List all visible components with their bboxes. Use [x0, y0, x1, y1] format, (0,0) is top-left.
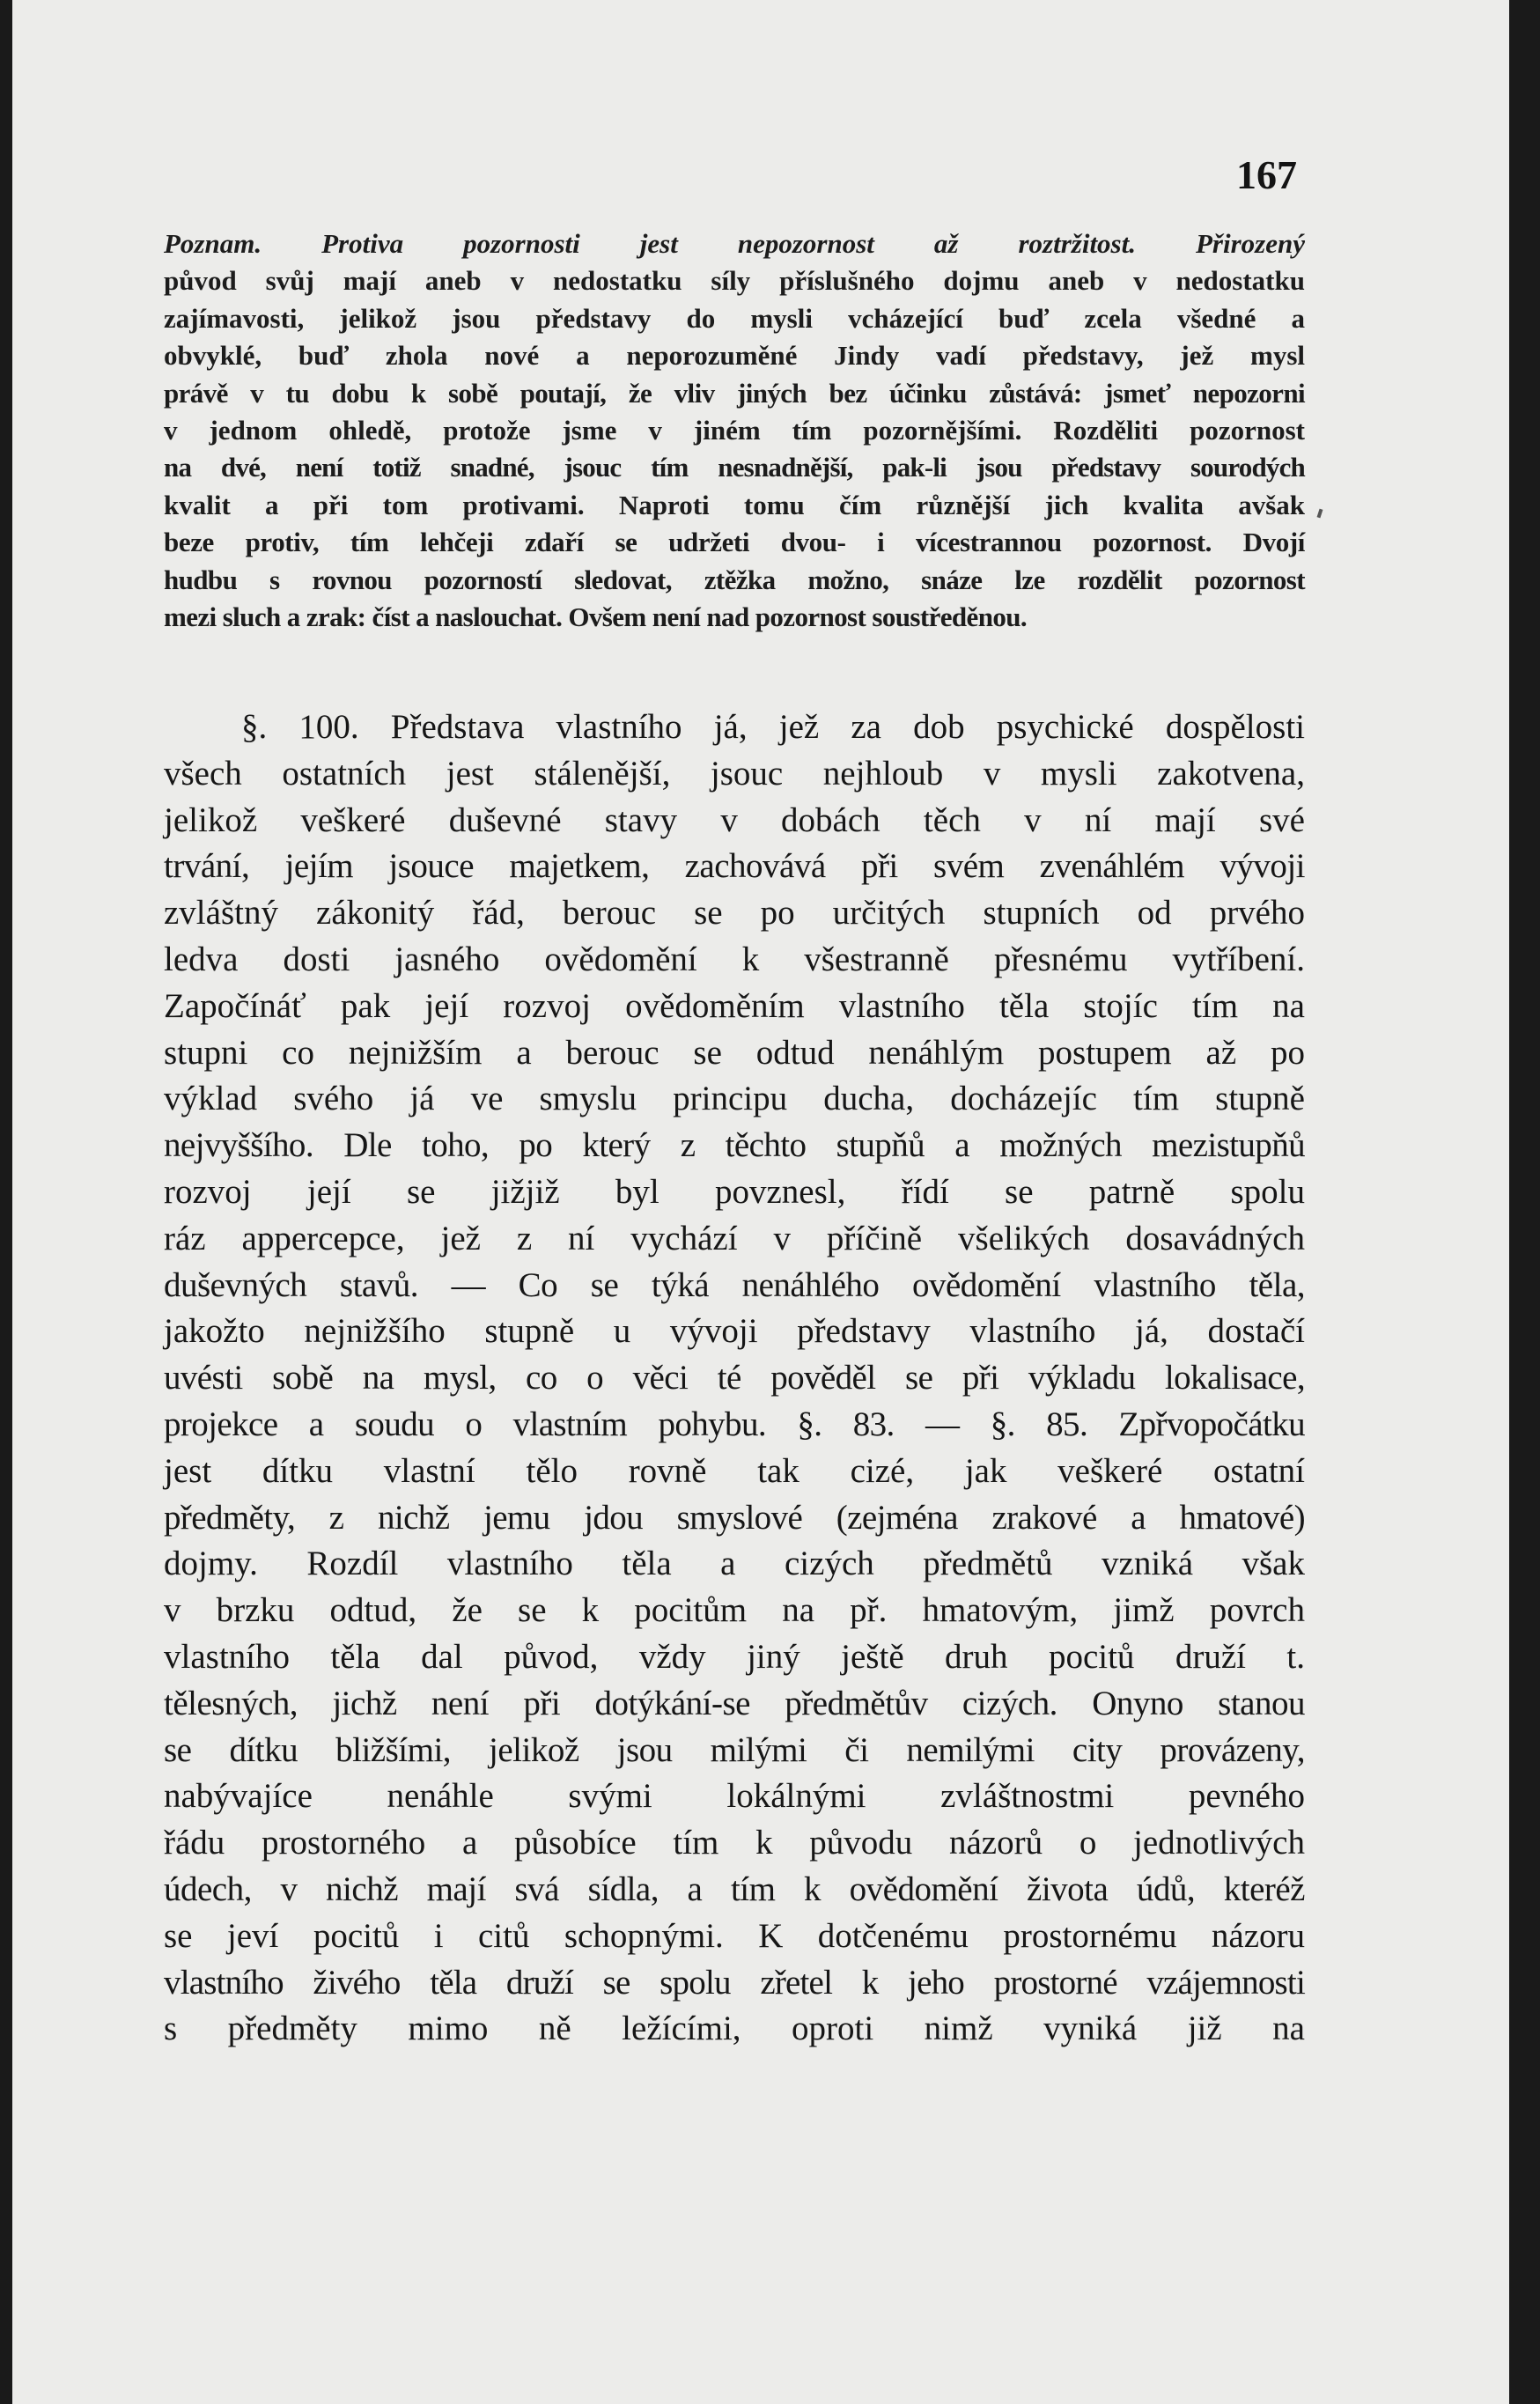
- note-line: mezi sluch a zrak: číst a naslouchat. Ovšem není nad pozornost soustředěnou.: [164, 601, 1028, 633]
- body-line: zvláštný zákonitý řád, berouc se po určitých stupních od prvého: [164, 894, 1305, 933]
- body-line: projekce a soudu o vlastním pohybu. §. 83. — §. 85. Zpřvopočátku: [164, 1405, 1305, 1443]
- body-line: jest dítku vlastní tělo rovně tak cizé, jak veškeré ostatní: [164, 1451, 1305, 1490]
- note-line: zajímavosti, jelikož jsou představy do mysli vcházející buď zcela všedné a: [164, 302, 1305, 334]
- note-line: na dvé, není totiž snadné, jsouc tím nesnadnější, pak-li jsou představy sourodých: [164, 452, 1305, 483]
- body-line: nabývajíce nenáhle svými lokálnými zvláštnostmi pevného: [164, 1777, 1305, 1816]
- section-100-paragraph: [164, 704, 1305, 2053]
- body-line: tělesných, jichž není při dotýkání-se předmětův cizých. Onyno stanou: [164, 1684, 1305, 1722]
- note-line: právě v tu dobu k sobě poutají, že vliv jiných bez účinku zůstává: jsmeť nepozorni: [164, 377, 1305, 409]
- note-line: obvyklé, buď zhola nové a neporozuměné Jindy vadí představy, jež mysl: [164, 340, 1305, 372]
- body-line: Započínáť pak její rozvoj ovědoměním vlastního těla stojíc tím na: [164, 986, 1305, 1025]
- note-line: v jednom ohledě, protože jsme v jiném tím pozornějšími. Rozděliti pozornost: [164, 415, 1305, 446]
- body-line: dojmy. Rozdíl vlastního těla a cizých předmětů vzniká však: [164, 1545, 1305, 1583]
- body-line: vlastního těla dal původ, vždy jiný ještě druh pocitů druží t.: [164, 1637, 1305, 1676]
- body-line: jelikož veškeré duševné stavy v dobách těch v ní mají své: [164, 800, 1305, 839]
- body-line: vlastního živého těla druží se spolu zřetel k jeho prostorné vzájemnosti: [164, 1963, 1305, 2002]
- note-line: Poznam. Protiva pozornosti jest nepozornost až roztržitost. Přirozený: [164, 228, 1305, 259]
- note-paragraph: [164, 225, 1305, 636]
- body-line: §. 100. Představa vlastního já, jež za dob psychické dospělosti: [241, 708, 1305, 746]
- body-line: se jeví pocitů i citů schopnými. K dotčenému prostornému názoru: [164, 1916, 1305, 1955]
- body-line: ráz appercepce, jež z ní vychází v příčině všelikých dosavádných: [164, 1219, 1305, 1257]
- body-line: nejvyššího. Dle toho, po který z těchto stupňů a možných mezistupňů: [164, 1126, 1305, 1165]
- body-line: stupni co nejnižším a berouc se odtud nenáhlým postupem až po: [164, 1033, 1305, 1072]
- note-line: hudbu s rovnou pozorností sledovat, ztěžka možno, snáze lze rozdělit pozornost: [164, 564, 1305, 595]
- body-line: v brzku odtud, že se k pocitům na př. hmatovým, jimž povrch: [164, 1591, 1305, 1630]
- body-line: se dítku bližšími, jelikož jsou milými či nemilými city provázeny,: [164, 1730, 1305, 1769]
- body-line: ledva dosti jasného ovědomění k všestranně přesnému vytříbení.: [164, 940, 1305, 978]
- body-line: předměty, z nichž jemu jdou smyslové (zejména zrakové a hmatové): [164, 1498, 1305, 1537]
- body-line: výklad svého já ve smyslu principu ducha, docházejíc tím stupně: [164, 1080, 1305, 1118]
- book-page: [12, 0, 1509, 2404]
- body-line: trvání, jejím jsouce majetkem, zachovává při svém zvenáhlém vývoji: [164, 847, 1305, 886]
- margin-mark: [1317, 509, 1323, 519]
- note-line: kvalit a při tom protivami. Naproti tomu čím různější jich kvalita avšak: [164, 489, 1305, 520]
- page-number: 167: [1236, 152, 1297, 197]
- body-line: s předměty mimo ně ležícími, oproti nimž vyniká již na: [164, 2009, 1305, 2048]
- note-line: původ svůj mají aneb v nedostatku síly příslušného dojmu aneb v nedostatku: [164, 265, 1305, 297]
- body-line: údech, v nichž mají svá sídla, a tím k ovědomění života údů, kteréž: [164, 1869, 1305, 1908]
- body-line: všech ostatních jest stálenější, jsouc nejhloub v mysli zakotvena,: [164, 754, 1305, 793]
- body-line: duševných stavů. — Co se týká nenáhlého ovědomění vlastního těla,: [164, 1265, 1305, 1304]
- note-line: beze protiv, tím lehčeji zdaří se udržeti dvou- i vícestrannou pozornost. Dvojí: [164, 527, 1305, 558]
- body-line: řádu prostorného a působíce tím k původu názorů o jednotlivých: [164, 1824, 1305, 1862]
- body-line: rozvoj její se jižjiž byl povznesl, řídí se patrně spolu: [164, 1172, 1305, 1211]
- body-line: uvésti sobě na mysl, co o věci té pověděl se při výkladu lokalisace,: [164, 1359, 1305, 1397]
- body-line: jakožto nejnižšího stupně u vývoji představy vlastního já, dostačí: [164, 1312, 1305, 1351]
